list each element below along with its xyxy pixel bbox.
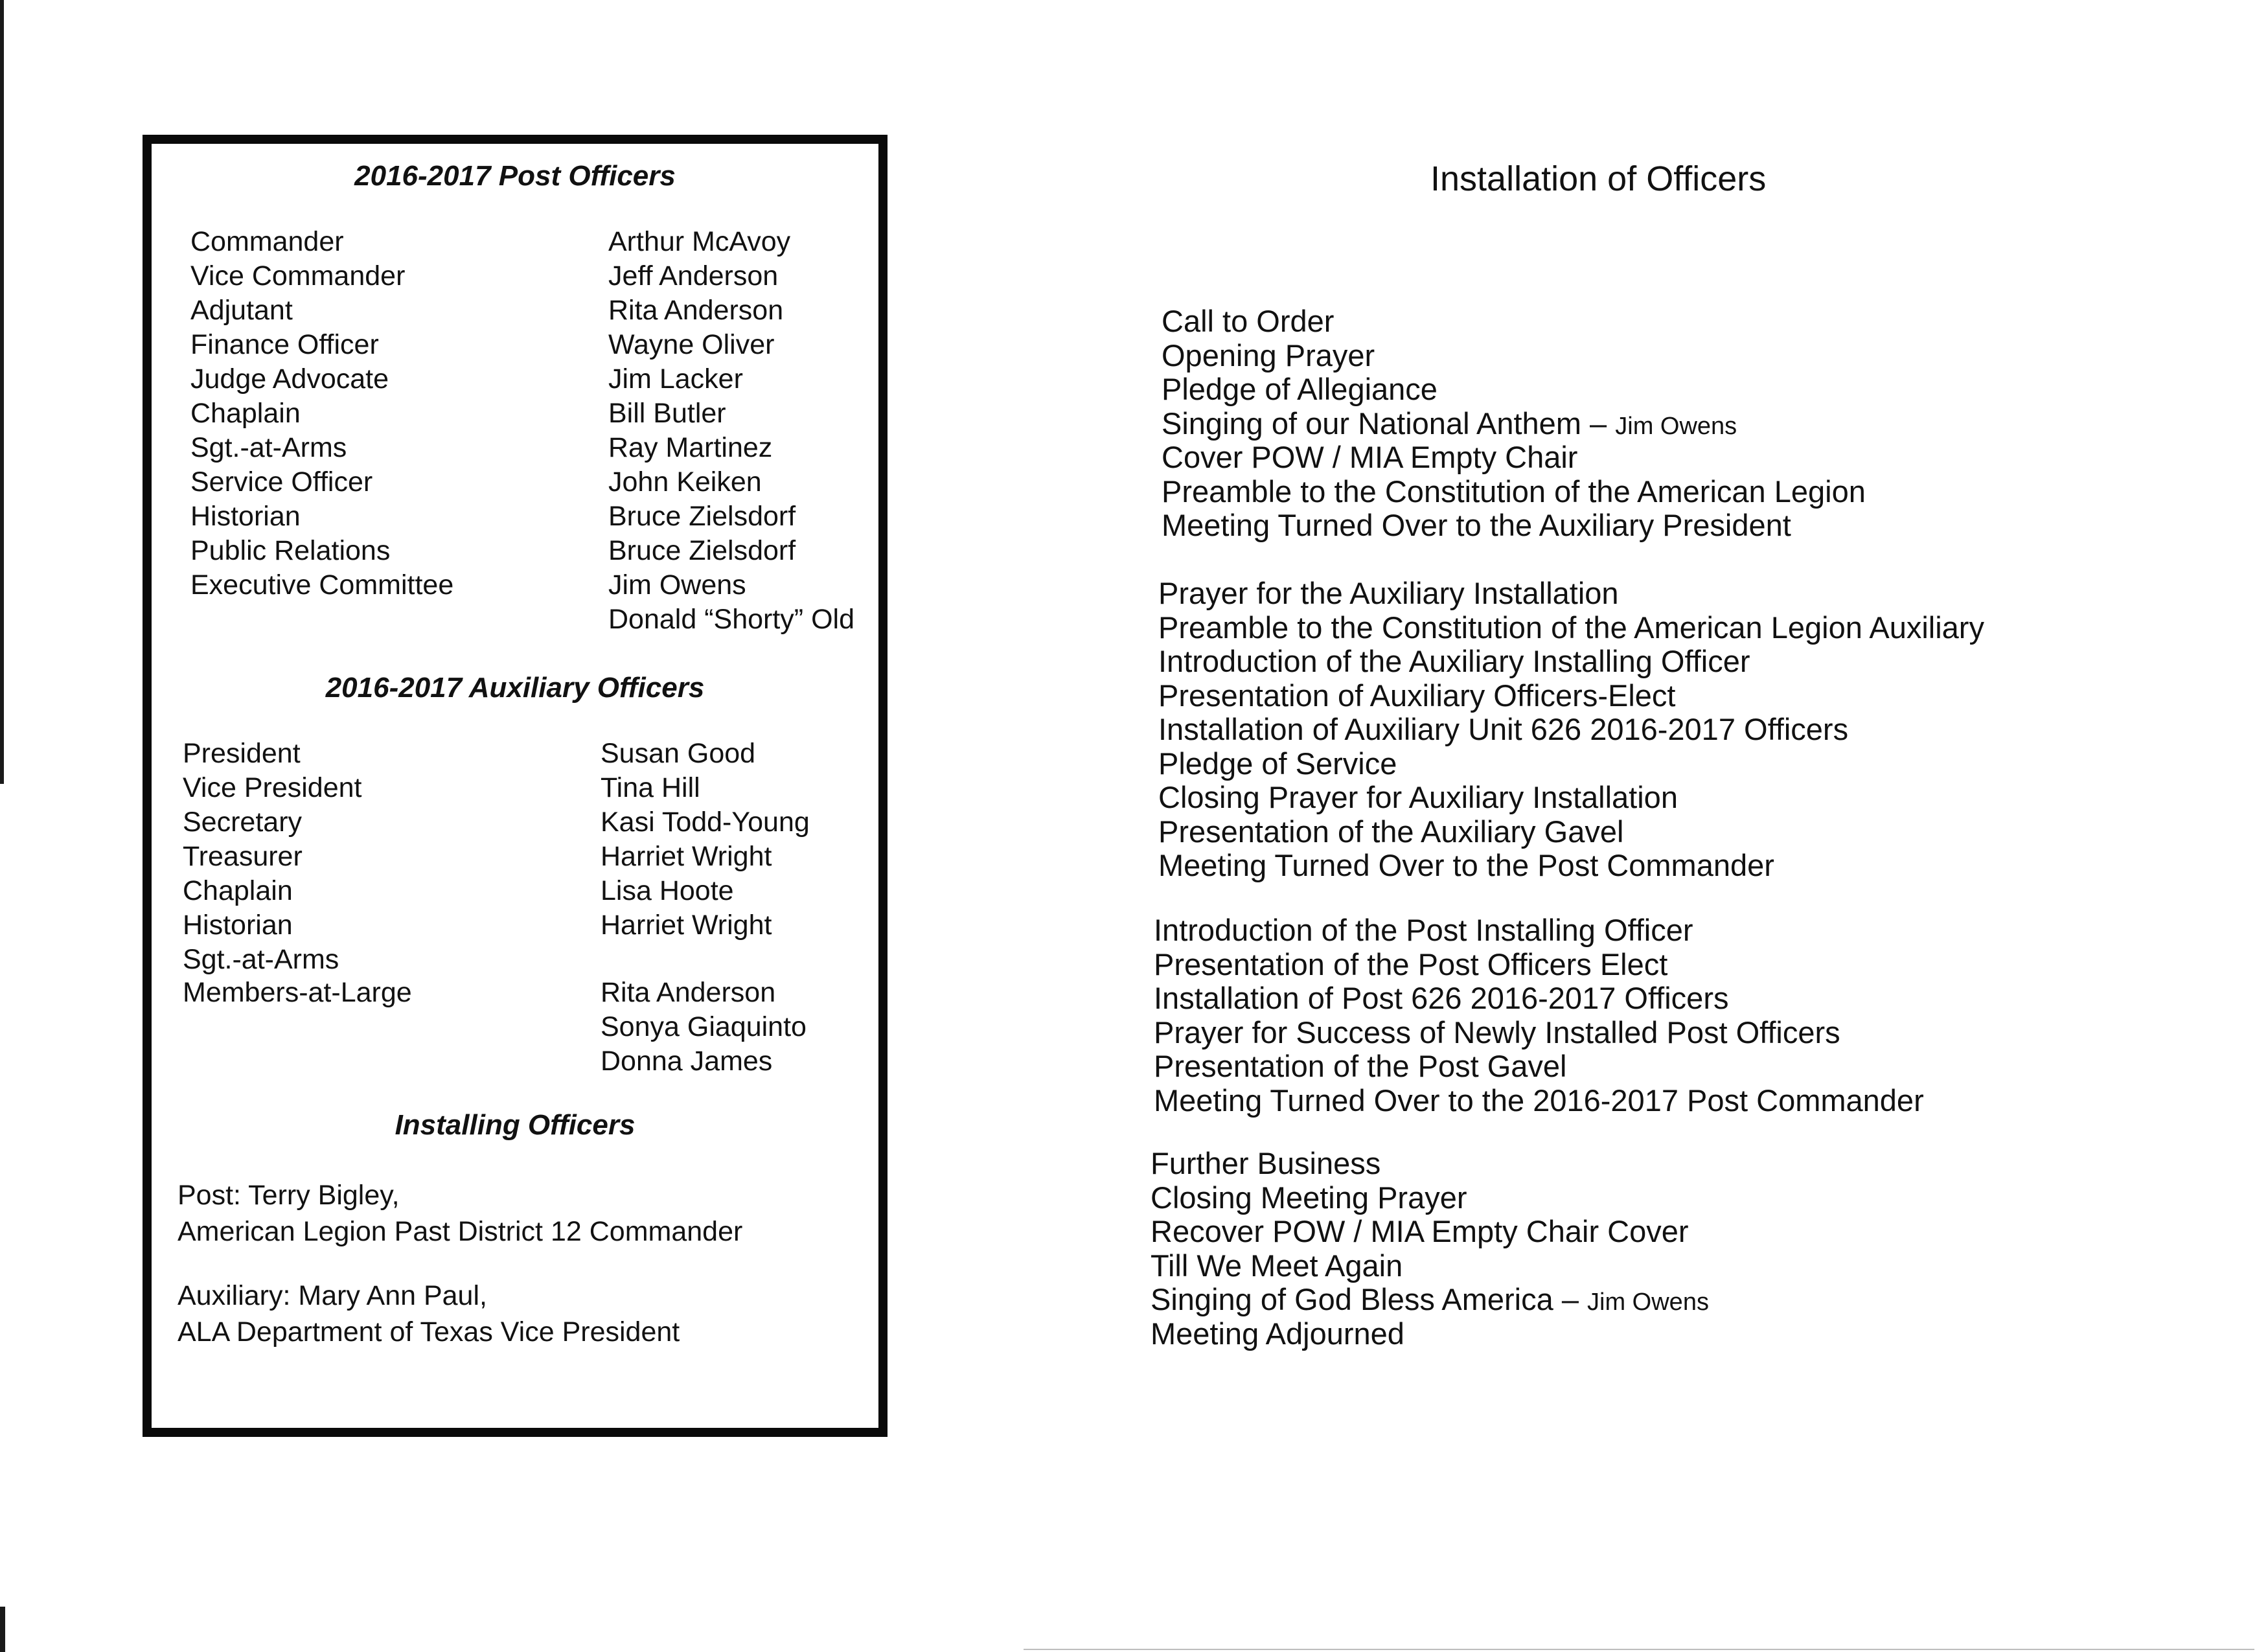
list-item: Installation of Post 626 2016-2017 Officers [1154, 981, 1729, 1015]
role-label: Public Relations [190, 535, 391, 566]
role-label: Chaplain [183, 875, 293, 906]
role-label [190, 602, 608, 637]
role-label [183, 1010, 601, 1044]
role-label: Historian [183, 910, 293, 941]
list-item: Presentation of the Auxiliary Gavel [1158, 814, 1624, 849]
program-section-opening [1162, 304, 1866, 543]
table-row [183, 737, 810, 771]
list-item: Further Business [1151, 1146, 1381, 1180]
officer-name: Harriet Wright [601, 910, 772, 941]
table-row [190, 293, 854, 328]
list-item: Call to Order [1162, 304, 1334, 338]
officer-name: Bruce Zielsdorf [608, 535, 796, 566]
officer-name: Jeff Anderson [608, 260, 779, 292]
performer-name: Jim Owens [1615, 412, 1737, 440]
program-section-closing [1151, 1147, 1709, 1351]
aux-installer-name: Auxiliary: Mary Ann Paul, [178, 1280, 487, 1311]
list-item: Pledge of Allegiance [1162, 372, 1438, 406]
role-label: Chaplain [190, 398, 301, 429]
aux-installer-title: ALA Department of Texas Vice President [178, 1316, 680, 1348]
performer-name: Jim Owens [1587, 1289, 1709, 1316]
role-label: Vice Commander [190, 260, 406, 292]
officer-name: Arthur McAvoy [608, 226, 791, 257]
list-item: Recover POW / MIA Empty Chair Cover [1151, 1214, 1689, 1248]
list-item: Cover POW / MIA Empty Chair [1162, 440, 1578, 474]
role-label: President [183, 738, 301, 769]
page-title: Installation of Officers [1430, 159, 1767, 198]
role-label: Historian [190, 501, 301, 532]
table-row [190, 396, 854, 431]
list-item: Meeting Turned Over to the 2016-2017 Post Commander [1154, 1083, 1924, 1118]
list-item [1162, 407, 1866, 441]
post-installer-title: American Legion Past District 12 Commander [178, 1216, 743, 1247]
list-item: Preamble to the Constitution of the American Legion [1162, 474, 1866, 509]
list-item: Closing Prayer for Auxiliary Installation [1158, 780, 1678, 814]
scan-bottom-line [1024, 1649, 2254, 1650]
officer-name: Rita Anderson [601, 977, 776, 1008]
table-row [183, 1044, 810, 1079]
list-item: Introduction of the Auxiliary Installing Officer [1158, 644, 1750, 678]
table-row [183, 976, 810, 1010]
role-label: Judge Advocate [190, 363, 389, 395]
scan-edge-left-bottom [0, 1607, 5, 1652]
list-item: Meeting Turned Over to the Auxiliary President [1162, 508, 1791, 542]
list-item: Installation of Auxiliary Unit 626 2016-2017 Officers [1158, 712, 1849, 746]
list-item: Opening Prayer [1162, 338, 1375, 373]
role-label [183, 1044, 601, 1079]
table-row [190, 362, 854, 396]
role-label: Sgt.-at-Arms [190, 432, 347, 463]
officer-name: Jim Lacker [608, 363, 743, 395]
table-row [183, 840, 810, 874]
table-row [190, 259, 854, 293]
officer-name: Tina Hill [601, 772, 700, 803]
auxiliary-officers-list [183, 737, 810, 1079]
officer-name: Sonya Giaquinto [601, 1011, 807, 1042]
list-item: Pledge of Service [1158, 746, 1397, 781]
role-label: Sgt.-at-Arms [183, 944, 339, 975]
role-label: Members-at-Large [183, 977, 412, 1008]
list-item: Till We Meet Again [1151, 1248, 1403, 1283]
program-section-auxiliary [1158, 577, 1984, 883]
role-label: Executive Committee [190, 569, 454, 601]
officer-roster-box [143, 135, 888, 1437]
list-item: Meeting Adjourned [1151, 1316, 1404, 1351]
role-label: Service Officer [190, 466, 373, 498]
item-text: Singing of our National Anthem [1162, 406, 1581, 441]
post-installer-name: Post: Terry Bigley, [178, 1180, 400, 1211]
officer-name: Ray Martinez [608, 432, 773, 463]
list-item: Introduction of the Post Installing Officer [1154, 913, 1693, 947]
officer-name: John Keiken [608, 466, 762, 498]
table-row [190, 225, 854, 259]
table-row [190, 499, 854, 534]
role-label: Commander [190, 226, 344, 257]
list-item: Prayer for the Auxiliary Installation [1158, 576, 1619, 610]
item-text: Singing of God Bless America [1151, 1282, 1553, 1316]
dash: – [1553, 1282, 1588, 1316]
table-row [190, 602, 854, 637]
officer-name: Kasi Todd-Young [601, 807, 810, 838]
table-row [183, 908, 810, 943]
list-item: Closing Meeting Prayer [1151, 1180, 1467, 1215]
program-section-post [1154, 913, 1924, 1118]
list-item: Prayer for Success of Newly Installed Post Officers [1154, 1015, 1840, 1050]
table-row [190, 328, 854, 362]
list-item [1151, 1283, 1709, 1317]
role-label: Secretary [183, 807, 303, 838]
list-item: Meeting Turned Over to the Post Commander [1158, 848, 1774, 882]
table-row [190, 534, 854, 568]
post-officers-list [190, 225, 854, 637]
table-row [190, 465, 854, 499]
auxiliary-installing-officer [178, 1278, 680, 1350]
table-row [183, 771, 810, 805]
list-item: Presentation of the Post Gavel [1154, 1049, 1567, 1083]
officer-name: Wayne Oliver [608, 329, 775, 360]
role-label: Adjutant [190, 295, 293, 326]
officer-name: Donald “Shorty” Old [608, 604, 854, 635]
officer-name: Lisa Hoote [601, 875, 734, 906]
role-label: Treasurer [183, 841, 303, 872]
table-row [183, 874, 810, 908]
post-installing-officer [178, 1177, 742, 1250]
list-item: Preamble to the Constitution of the American Legion Auxiliary [1158, 610, 1984, 645]
table-row [183, 805, 810, 840]
officer-name: Rita Anderson [608, 295, 784, 326]
table-row [190, 568, 854, 602]
table-row [183, 943, 810, 977]
list-item: Presentation of Auxiliary Officers-Elect [1158, 678, 1676, 713]
dash: – [1581, 406, 1616, 441]
officer-name: Bruce Zielsdorf [608, 501, 796, 532]
officer-name: Donna James [601, 1046, 773, 1077]
role-label: Finance Officer [190, 329, 379, 360]
officer-name: Susan Good [601, 738, 756, 769]
officer-name: Harriet Wright [601, 841, 772, 872]
officer-name: Bill Butler [608, 398, 726, 429]
officer-name: Jim Owens [608, 569, 746, 601]
table-row [183, 1010, 810, 1044]
installing-officers-heading: Installing Officers [395, 1109, 636, 1141]
table-row [190, 431, 854, 465]
post-officers-heading: 2016-2017 Post Officers [354, 160, 676, 192]
scan-edge-left [0, 0, 4, 784]
auxiliary-officers-heading: 2016-2017 Auxiliary Officers [325, 672, 705, 704]
list-item: Presentation of the Post Officers Elect [1154, 946, 1668, 981]
role-label: Vice President [183, 772, 362, 803]
